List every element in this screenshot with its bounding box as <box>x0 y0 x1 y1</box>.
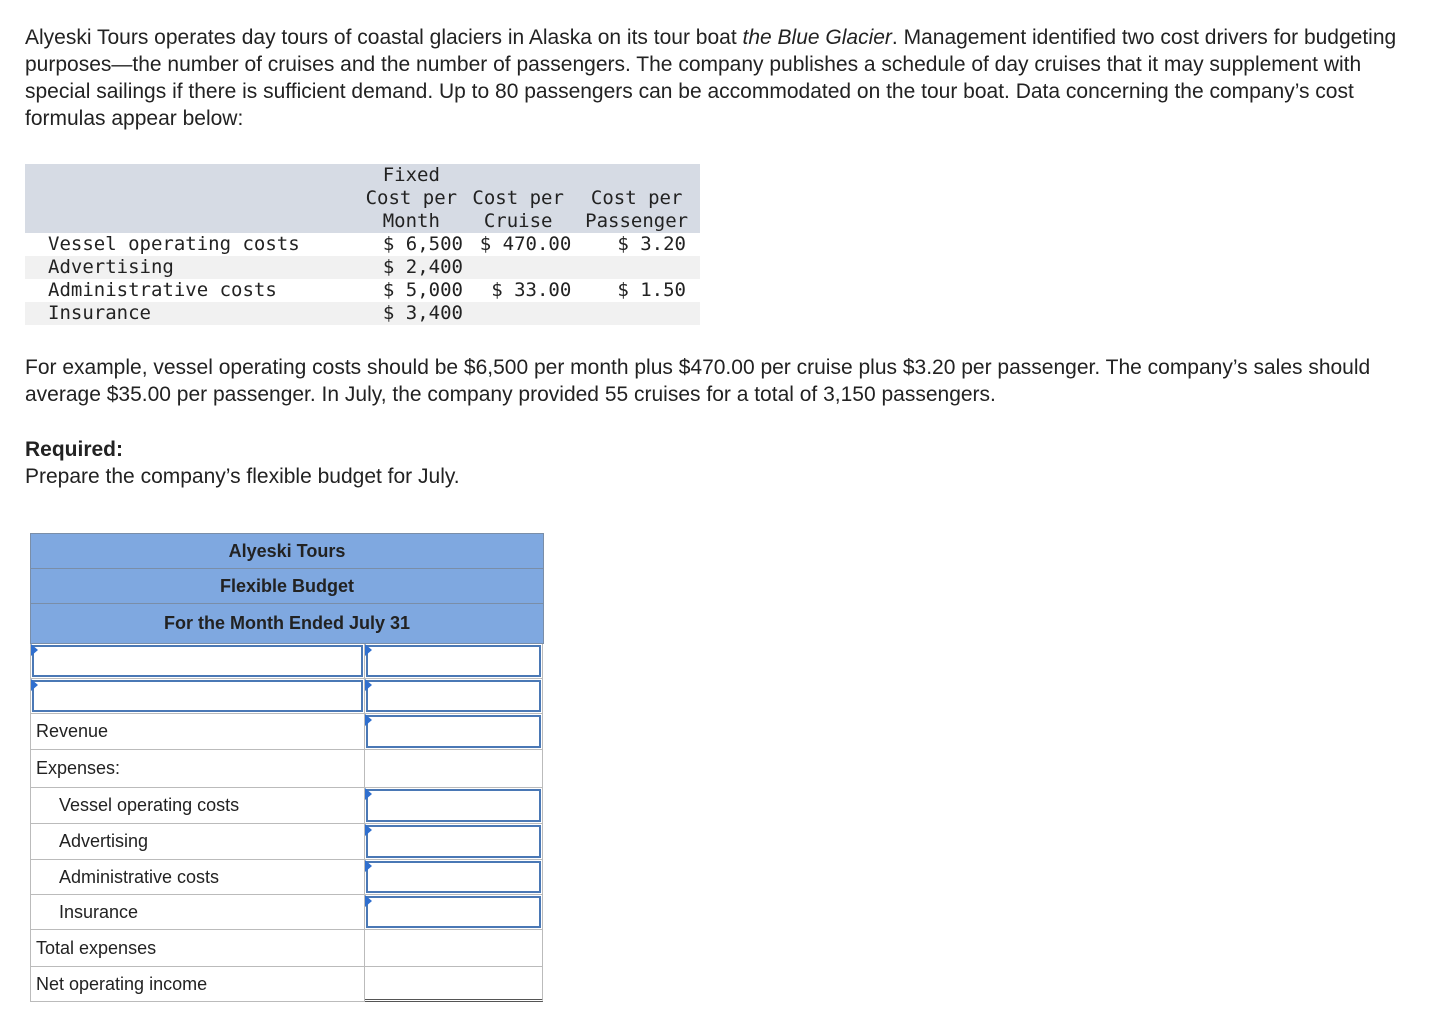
activity-value-input[interactable] <box>368 647 539 675</box>
cost-row-cruise: $ 470.00 <box>463 233 573 256</box>
cost-row-passenger <box>573 256 700 279</box>
total-expenses-value <box>365 930 543 967</box>
cost-row <box>25 279 700 302</box>
activity-label-input-box <box>32 680 363 712</box>
activity-value-input-box <box>366 680 541 712</box>
cost-row <box>25 256 700 279</box>
cost-row-passenger: $ 1.50 <box>573 279 700 302</box>
revenue-input-box <box>366 715 541 748</box>
cost-formula-table <box>25 164 700 325</box>
required-instruction: Prepare the company’s flexible budget for July. <box>25 465 460 488</box>
expense-value-cell <box>365 788 543 824</box>
expense-label: Insurance <box>30 895 365 930</box>
budget-header <box>30 533 544 644</box>
activity-value-input[interactable] <box>368 682 539 710</box>
revenue-value-cell <box>365 714 543 750</box>
cost-row-fixed: $ 2,400 <box>360 256 463 279</box>
expense-input-box <box>366 896 541 928</box>
total-expenses-row <box>30 930 544 967</box>
boat-name: the Blue Glacier <box>742 26 892 49</box>
expense-input-box <box>366 789 541 822</box>
cost-row-cruise <box>463 256 573 279</box>
cost-row-fixed: $ 5,000 <box>360 279 463 302</box>
header-cost-per-passenger: Cost per Passenger <box>573 164 700 233</box>
cost-row-fixed: $ 6,500 <box>360 233 463 256</box>
revenue-row <box>30 714 544 750</box>
cost-table-blank-header <box>25 164 360 233</box>
activity-value-cell <box>365 644 543 679</box>
flexible-budget-worksheet <box>30 533 544 1002</box>
cost-row <box>25 302 700 325</box>
activity-label-input[interactable] <box>34 682 361 710</box>
input-marker-icon <box>31 679 38 691</box>
budget-period: For the Month Ended July 31 <box>31 604 543 644</box>
activity-value-cell <box>365 679 543 714</box>
cost-row-cruise <box>463 302 573 325</box>
input-marker-icon <box>365 788 372 800</box>
expense-value-cell <box>365 860 543 895</box>
insurance-input[interactable] <box>368 898 539 926</box>
intro-text-part2: . Management identified two cost drivers for budgeting purposes—the number of cruises and the number of passengers. The company publishes a schedule of day cruises that it may supplement with special sailings if there is sufficient demand. Up to 80 passengers can be accommodated on the tour boat. Data concerning the company’s cost formulas appear below: <box>25 26 1397 130</box>
cost-row-passenger <box>573 302 700 325</box>
expense-input-box <box>366 861 541 893</box>
example-text: For example, vessel operating costs should be $6,500 per month plus $470.00 per cruise plus $3.20 per passenger. The company’s sales should average $35.00 per passenger. In July, the company provided 55 cruises for a total of 3,150 passengers. <box>25 356 1371 406</box>
budget-title: Flexible Budget <box>31 569 543 604</box>
cost-row <box>25 233 700 256</box>
expense-value-cell <box>365 895 543 930</box>
expenses-heading-row <box>30 750 544 788</box>
expenses-heading-value <box>365 750 543 788</box>
net-income-row <box>30 967 544 1002</box>
net-operating-income-label: Net operating income <box>30 967 365 1002</box>
expense-label: Advertising <box>30 824 365 860</box>
activity-value-input-box <box>366 645 541 677</box>
intro-text-part1: Alyeski Tours operates day tours of coastal glaciers in Alaska on its tour boat <box>25 26 743 49</box>
activity-row-1 <box>30 644 544 679</box>
administrative-costs-input[interactable] <box>368 863 539 891</box>
expense-input-box <box>366 825 541 858</box>
activity-label-input-box <box>32 645 363 677</box>
revenue-input[interactable] <box>368 717 539 746</box>
cost-row-cruise: $ 33.00 <box>463 279 573 302</box>
input-marker-icon <box>365 895 372 907</box>
budget-company-name: Alyeski Tours <box>31 534 543 569</box>
activity-label-cell <box>30 679 365 714</box>
total-expenses-label: Total expenses <box>30 930 365 967</box>
net-operating-income-value <box>365 967 543 1002</box>
activity-row-2 <box>30 679 544 714</box>
input-marker-icon <box>365 860 372 872</box>
vessel-operating-costs-input[interactable] <box>368 791 539 820</box>
cost-row-passenger: $ 3.20 <box>573 233 700 256</box>
expenses-label: Expenses: <box>30 750 365 788</box>
input-marker-icon <box>31 644 38 656</box>
input-marker-icon <box>365 714 372 726</box>
activity-label-cell <box>30 644 365 679</box>
expense-value-cell <box>365 824 543 860</box>
header-cost-per-cruise: Cost per Cruise <box>463 164 573 233</box>
expense-row <box>30 824 544 860</box>
expense-row <box>30 788 544 824</box>
activity-label-input[interactable] <box>34 647 361 675</box>
input-marker-icon <box>365 644 372 656</box>
cost-row-label: Advertising <box>25 256 360 279</box>
problem-intro <box>25 24 1429 132</box>
expense-label: Vessel operating costs <box>30 788 365 824</box>
expense-label: Administrative costs <box>30 860 365 895</box>
required-heading: Required: <box>25 438 124 461</box>
cost-row-label: Administrative costs <box>25 279 360 302</box>
input-marker-icon <box>365 679 372 691</box>
expense-row <box>30 895 544 930</box>
header-fixed-cost: Fixed Cost per Month <box>360 164 463 233</box>
revenue-label: Revenue <box>30 714 365 750</box>
cost-row-label: Vessel operating costs <box>25 233 360 256</box>
cost-row-fixed: $ 3,400 <box>360 302 463 325</box>
input-marker-icon <box>365 824 372 836</box>
advertising-input[interactable] <box>368 827 539 856</box>
cost-row-label: Insurance <box>25 302 360 325</box>
expense-row <box>30 860 544 895</box>
